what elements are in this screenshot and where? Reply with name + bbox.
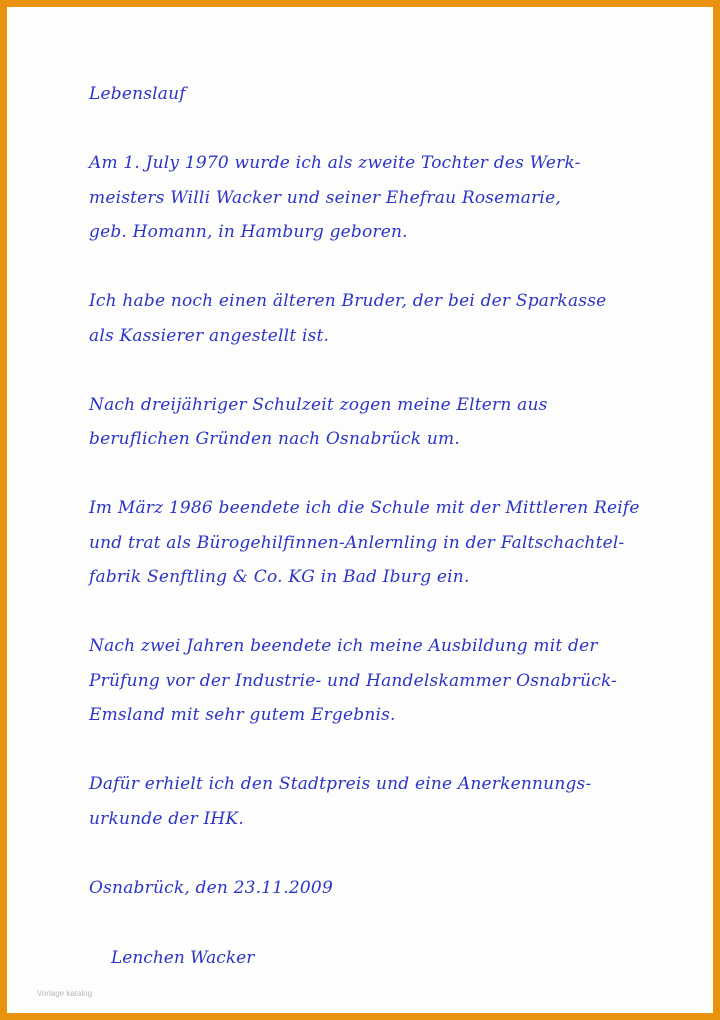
- document-body: [89, 77, 689, 905]
- text-line: Nach dreijähriger Schulzeit zogen meine Eltern aus: [89, 394, 548, 415]
- text-line: urkunde der IHK.: [89, 808, 244, 829]
- text-line: fabrik Senftling & Co. KG in Bad Iburg ein.: [89, 567, 470, 587]
- text-line: Im März 1986 beendete ich die Schule mit der Mittleren Reife: [89, 498, 640, 518]
- place-date: Osnabrück, den 23.11.2009: [89, 877, 333, 898]
- text-line: beruflichen Gründen nach Osnabrück um.: [89, 429, 460, 449]
- text-line: Emsland mit sehr gutem Ergebnis.: [89, 705, 396, 725]
- paragraph-school: [89, 491, 689, 595]
- paragraph-award: [89, 767, 689, 836]
- text-line: und trat als Bürogehilfinnen-Anlernling in der Faltschachtel-: [89, 532, 625, 553]
- text-line: Dafür erhielt ich den Stadtpreis und eine Anerkennungs-: [89, 774, 592, 794]
- text-line: Am 1. July 1970 wurde ich als zweite Tochter des Werk-: [89, 153, 581, 173]
- text-line: Nach zwei Jahren beendete ich meine Ausbildung mit der: [89, 636, 598, 656]
- paragraph-move: [89, 388, 689, 457]
- paragraph-brother: [89, 284, 689, 353]
- text-line: als Kassierer angestellt ist.: [89, 325, 330, 346]
- watermark: Vorlage katalog: [37, 989, 93, 998]
- document-title: Lebenslauf: [89, 84, 186, 104]
- text-line: Ich habe noch einen älteren Bruder, der bei der Sparkasse: [89, 291, 607, 311]
- paragraph-birth: [89, 146, 689, 250]
- text-line: meisters Willi Wacker und seiner Ehefrau Rosemarie,: [89, 187, 561, 208]
- text-line: geb. Homann, in Hamburg geboren.: [89, 222, 408, 242]
- text-line: Prüfung vor der Industrie- und Handelskammer Osnabrück-: [89, 670, 618, 691]
- paragraph-training: [89, 629, 689, 733]
- signature: Lenchen Wacker: [111, 948, 255, 968]
